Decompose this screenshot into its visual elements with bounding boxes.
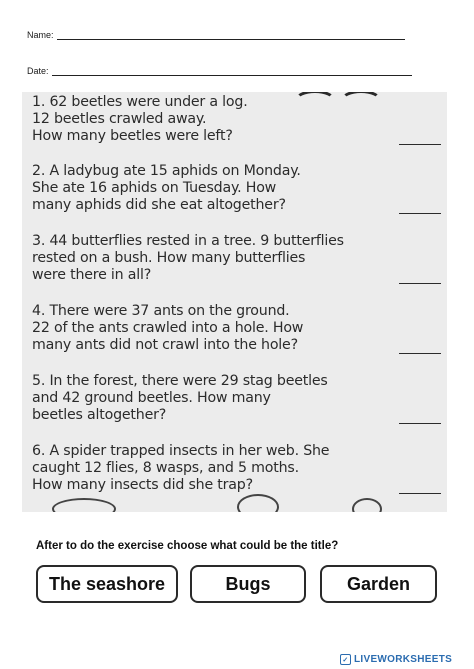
question-3 <box>32 233 437 284</box>
liveworksheets-icon: ✓ <box>340 654 351 665</box>
answer-blank-4[interactable] <box>399 353 441 354</box>
choice-bugs[interactable]: Bugs <box>190 565 306 603</box>
question-text: 6. A spider trapped insects in her web. She caught 12 flies, 8 wasps, and 5 moths. How many insects did she trap? <box>32 443 330 493</box>
answer-blank-5[interactable] <box>399 423 441 424</box>
liveworksheets-logo <box>340 654 452 665</box>
date-label: Date: <box>27 66 49 76</box>
decorative-doodle <box>352 498 382 512</box>
name-label: Name: <box>27 30 54 40</box>
brand-name: LIVEWORKSHEETS <box>354 654 453 665</box>
question-5 <box>32 373 437 424</box>
decorative-doodle <box>52 498 116 512</box>
answer-blank-3[interactable] <box>399 283 441 284</box>
choice-the-seashore[interactable]: The seashore <box>36 565 178 603</box>
instruction-prompt: After to do the exercise choose what could be the title? <box>36 540 339 552</box>
question-text: 4. There were 37 ants on the ground. 22 of the ants crawled into a hole. How many ants did not crawl into the hole? <box>32 303 304 353</box>
name-field-row <box>27 30 405 40</box>
question-text: 3. 44 butterflies rested in a tree. 9 butterflies rested on a bush. How many butterflies were there in all? <box>32 233 344 283</box>
answer-blank-6[interactable] <box>399 493 441 494</box>
name-answer-line[interactable] <box>57 30 405 40</box>
decorative-doodle <box>237 494 279 512</box>
question-2 <box>32 163 437 214</box>
question-text: 5. In the forest, there were 29 stag beetles and 42 ground beetles. How many beetles altogether? <box>32 373 328 423</box>
question-1 <box>32 94 437 145</box>
question-4 <box>32 303 437 354</box>
question-6 <box>32 443 437 494</box>
date-answer-line[interactable] <box>52 66 412 76</box>
word-problem-worksheet <box>22 92 447 512</box>
date-field-row <box>27 66 412 76</box>
answer-blank-1[interactable] <box>399 144 441 145</box>
choice-garden[interactable]: Garden <box>320 565 437 603</box>
question-text: 1. 62 beetles were under a log. 12 beetles crawled away. How many beetles were left? <box>32 94 248 144</box>
answer-blank-2[interactable] <box>399 213 441 214</box>
question-text: 2. A ladybug ate 15 aphids on Monday. She ate 16 aphids on Tuesday. How many aphids did she eat altogether? <box>32 163 301 213</box>
